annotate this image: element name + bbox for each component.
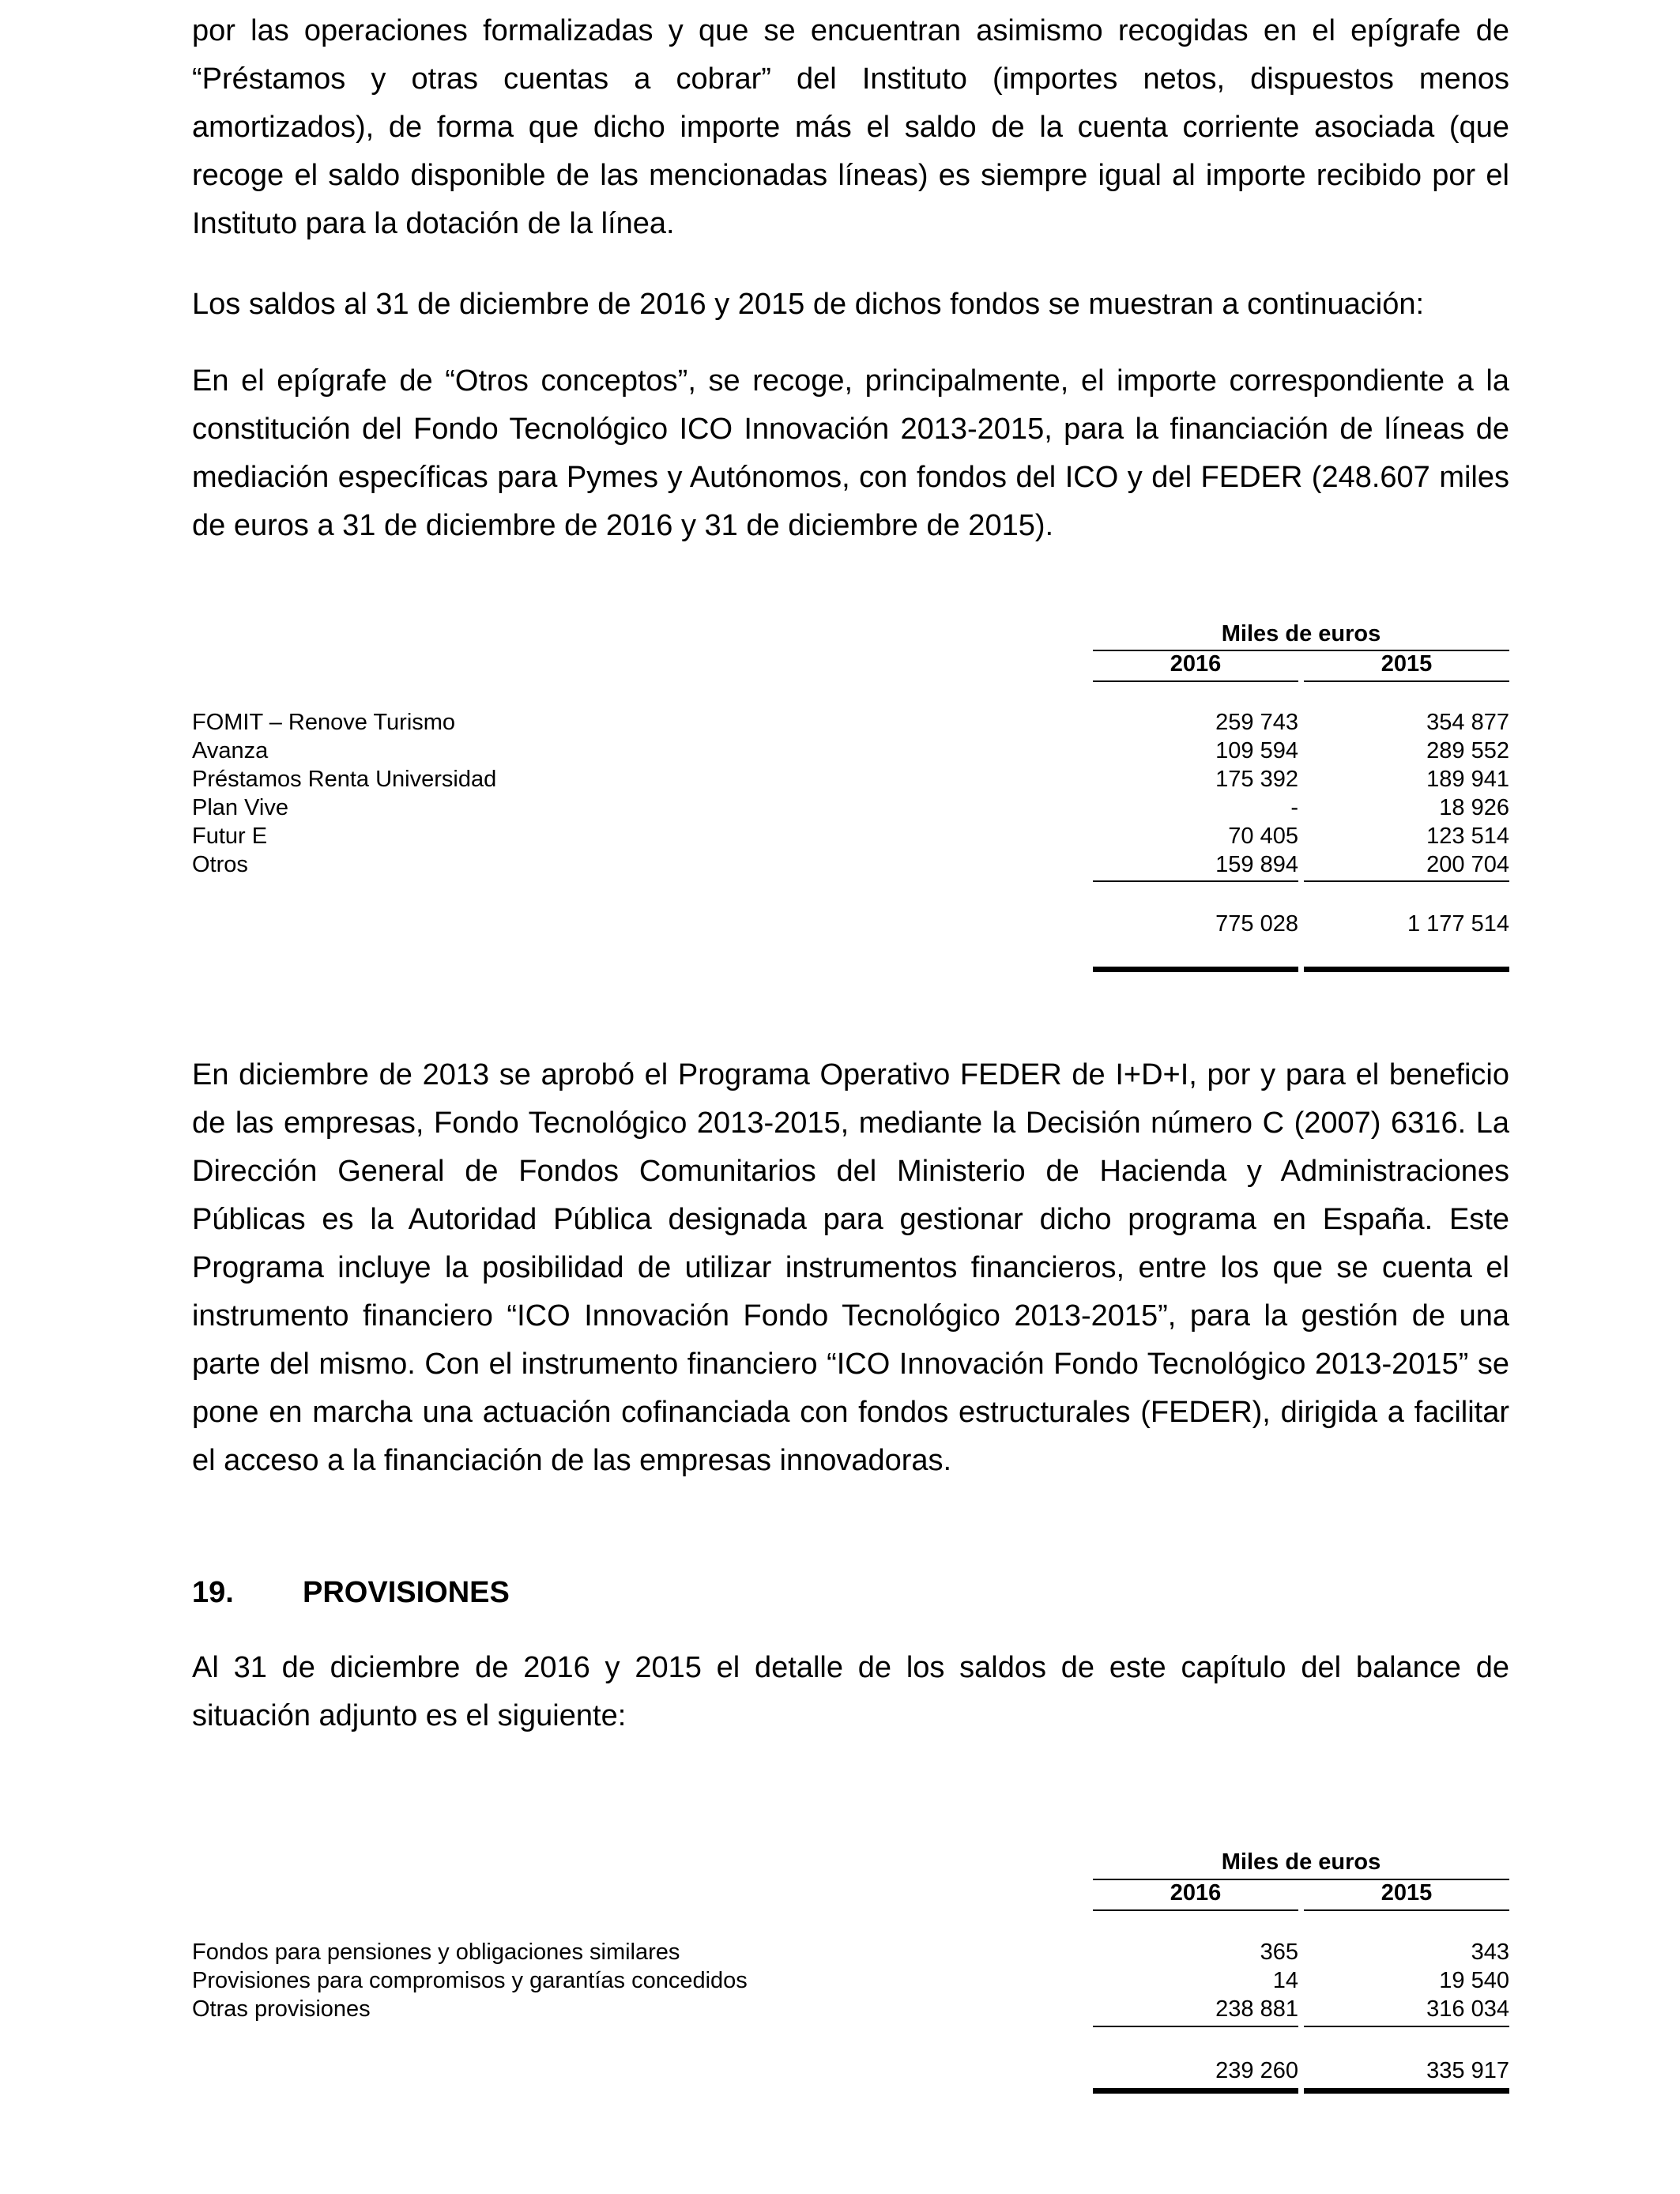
table-row-label: Préstamos Renta Universidad xyxy=(192,767,497,792)
table-cell-2016: - xyxy=(1290,795,1298,820)
table-year-underline xyxy=(1093,680,1298,682)
table-row-label: Avanza xyxy=(192,738,269,763)
table-cell-2015: 316 034 xyxy=(1426,1996,1509,2022)
subtotal-rule xyxy=(1093,880,1298,882)
table-unit-header: Miles de euros xyxy=(1221,621,1381,647)
table-total-2015: 335 917 xyxy=(1426,2058,1509,2083)
subtotal-rule xyxy=(1304,880,1509,882)
total-double-rule xyxy=(1304,2088,1509,2094)
table-cell-2015: 19 540 xyxy=(1439,1968,1509,1993)
subtotal-rule xyxy=(1304,2026,1509,2027)
section-number: 19. xyxy=(192,1576,234,1609)
table-cell-2016: 109 594 xyxy=(1215,738,1298,763)
table-year-underline xyxy=(1093,1909,1298,1911)
paragraph-intro: por las operaciones formalizadas y que se encuentran asimismo recogidas en el epígrafe de “Préstamos y otras cuentas a cobrar” del Instituto (importes netos, dispuestos menos amortizados), de forma que dicho importe más el saldo de la cuenta corriente asociada (que recoge el saldo disponible de las mencionadas líneas) es siempre igual al importe recibido por el Instituto para la dotación de la línea. xyxy=(192,14,1509,240)
table-cell-2016: 365 xyxy=(1260,1940,1298,1965)
table-unit-header: Miles de euros xyxy=(1221,1849,1381,1875)
table-cell-2015: 123 514 xyxy=(1426,824,1509,849)
subtotal-rule xyxy=(1093,2026,1298,2027)
table-row-label: Fondos para pensiones y obligaciones similares xyxy=(192,1940,680,1965)
paragraph-otros-conceptos: En el epígrafe de “Otros conceptos”, se recoge, principalmente, el importe correspondiente a la constitución del Fondo Tecnológico ICO Innovación 2013-2015, para la financiación de líneas de mediación específicas para Pymes y Autónomos, con fondos del ICO y del FEDER (248.607 miles de euros a 31 de diciembre de 2016 y 31 de diciembre de 2015). xyxy=(192,364,1509,542)
section-title: PROVISIONES xyxy=(303,1576,510,1609)
table-cell-2016: 70 405 xyxy=(1228,824,1298,849)
table-cell-2015: 289 552 xyxy=(1426,738,1509,763)
table-cell-2016: 159 894 xyxy=(1215,852,1298,877)
total-double-rule xyxy=(1093,967,1298,972)
paragraph-provisiones: Al 31 de diciembre de 2016 y 2015 el detalle de los saldos de este capítulo del balance de situación adjunto es el siguiente: xyxy=(192,1651,1509,1732)
table-row-label: Futur E xyxy=(192,824,268,849)
table-cell-2016: 238 881 xyxy=(1215,1996,1298,2022)
table-year-2016: 2016 xyxy=(1170,651,1222,677)
table-row-label: Provisiones para compromisos y garantías concedidos xyxy=(192,1968,748,1993)
table-year-2016: 2016 xyxy=(1170,1880,1222,1906)
table-cell-2015: 354 877 xyxy=(1426,710,1509,735)
section-heading xyxy=(192,1569,510,1617)
total-double-rule xyxy=(1093,2088,1298,2094)
table-row-label: Plan Vive xyxy=(192,795,288,820)
table-row-label: Otros xyxy=(192,852,248,877)
table-cell-2016: 259 743 xyxy=(1215,710,1298,735)
table-total-2015: 1 177 514 xyxy=(1407,911,1509,937)
table-year-underline xyxy=(1304,680,1509,682)
table-cell-2015: 18 926 xyxy=(1439,795,1509,820)
total-double-rule xyxy=(1304,967,1509,972)
table-cell-2016: 14 xyxy=(1272,1968,1298,1993)
table-cell-2016: 175 392 xyxy=(1215,767,1298,792)
table-cell-2015: 200 704 xyxy=(1426,852,1509,877)
table-year-2015: 2015 xyxy=(1381,651,1433,677)
table-row-label: Otras provisiones xyxy=(192,1996,371,2022)
table-cell-2015: 189 941 xyxy=(1426,767,1509,792)
table-total-2016: 239 260 xyxy=(1215,2058,1298,2083)
table-cell-2015: 343 xyxy=(1471,1940,1509,1965)
table-year-2015: 2015 xyxy=(1381,1880,1433,1906)
table-row-label: FOMIT – Renove Turismo xyxy=(192,710,456,735)
paragraph-feder: En diciembre de 2013 se aprobó el Programa Operativo FEDER de I+D+I, por y para el beneficio de las empresas, Fondo Tecnológico 2013-2015, mediante la Decisión número C (2007) 6316. La Dirección General de Fondos Comunitarios del Ministerio de Hacienda y Administraciones Públicas es la Autoridad Pública designada para gestionar dicho programa en España. Este Programa incluye la posibilidad de utilizar instrumentos financieros, entre los que se cuenta el instrumento financiero “ICO Innovación Fondo Tecnológico 2013-2015”, para la gestión de una parte del mismo. Con el instrumento financiero “ICO Innovación Fondo Tecnológico 2013-2015” se pone en marcha una actuación cofinanciada con fondos estructurales (FEDER), dirigida a facilitar el acceso a la financiación de las empresas innovadoras. xyxy=(192,1058,1509,1477)
paragraph-saldos: Los saldos al 31 de diciembre de 2016 y 2015 de dichos fondos se muestran a continuación: xyxy=(192,288,1425,321)
table-year-underline xyxy=(1304,1909,1509,1911)
table-total-2016: 775 028 xyxy=(1215,911,1298,937)
